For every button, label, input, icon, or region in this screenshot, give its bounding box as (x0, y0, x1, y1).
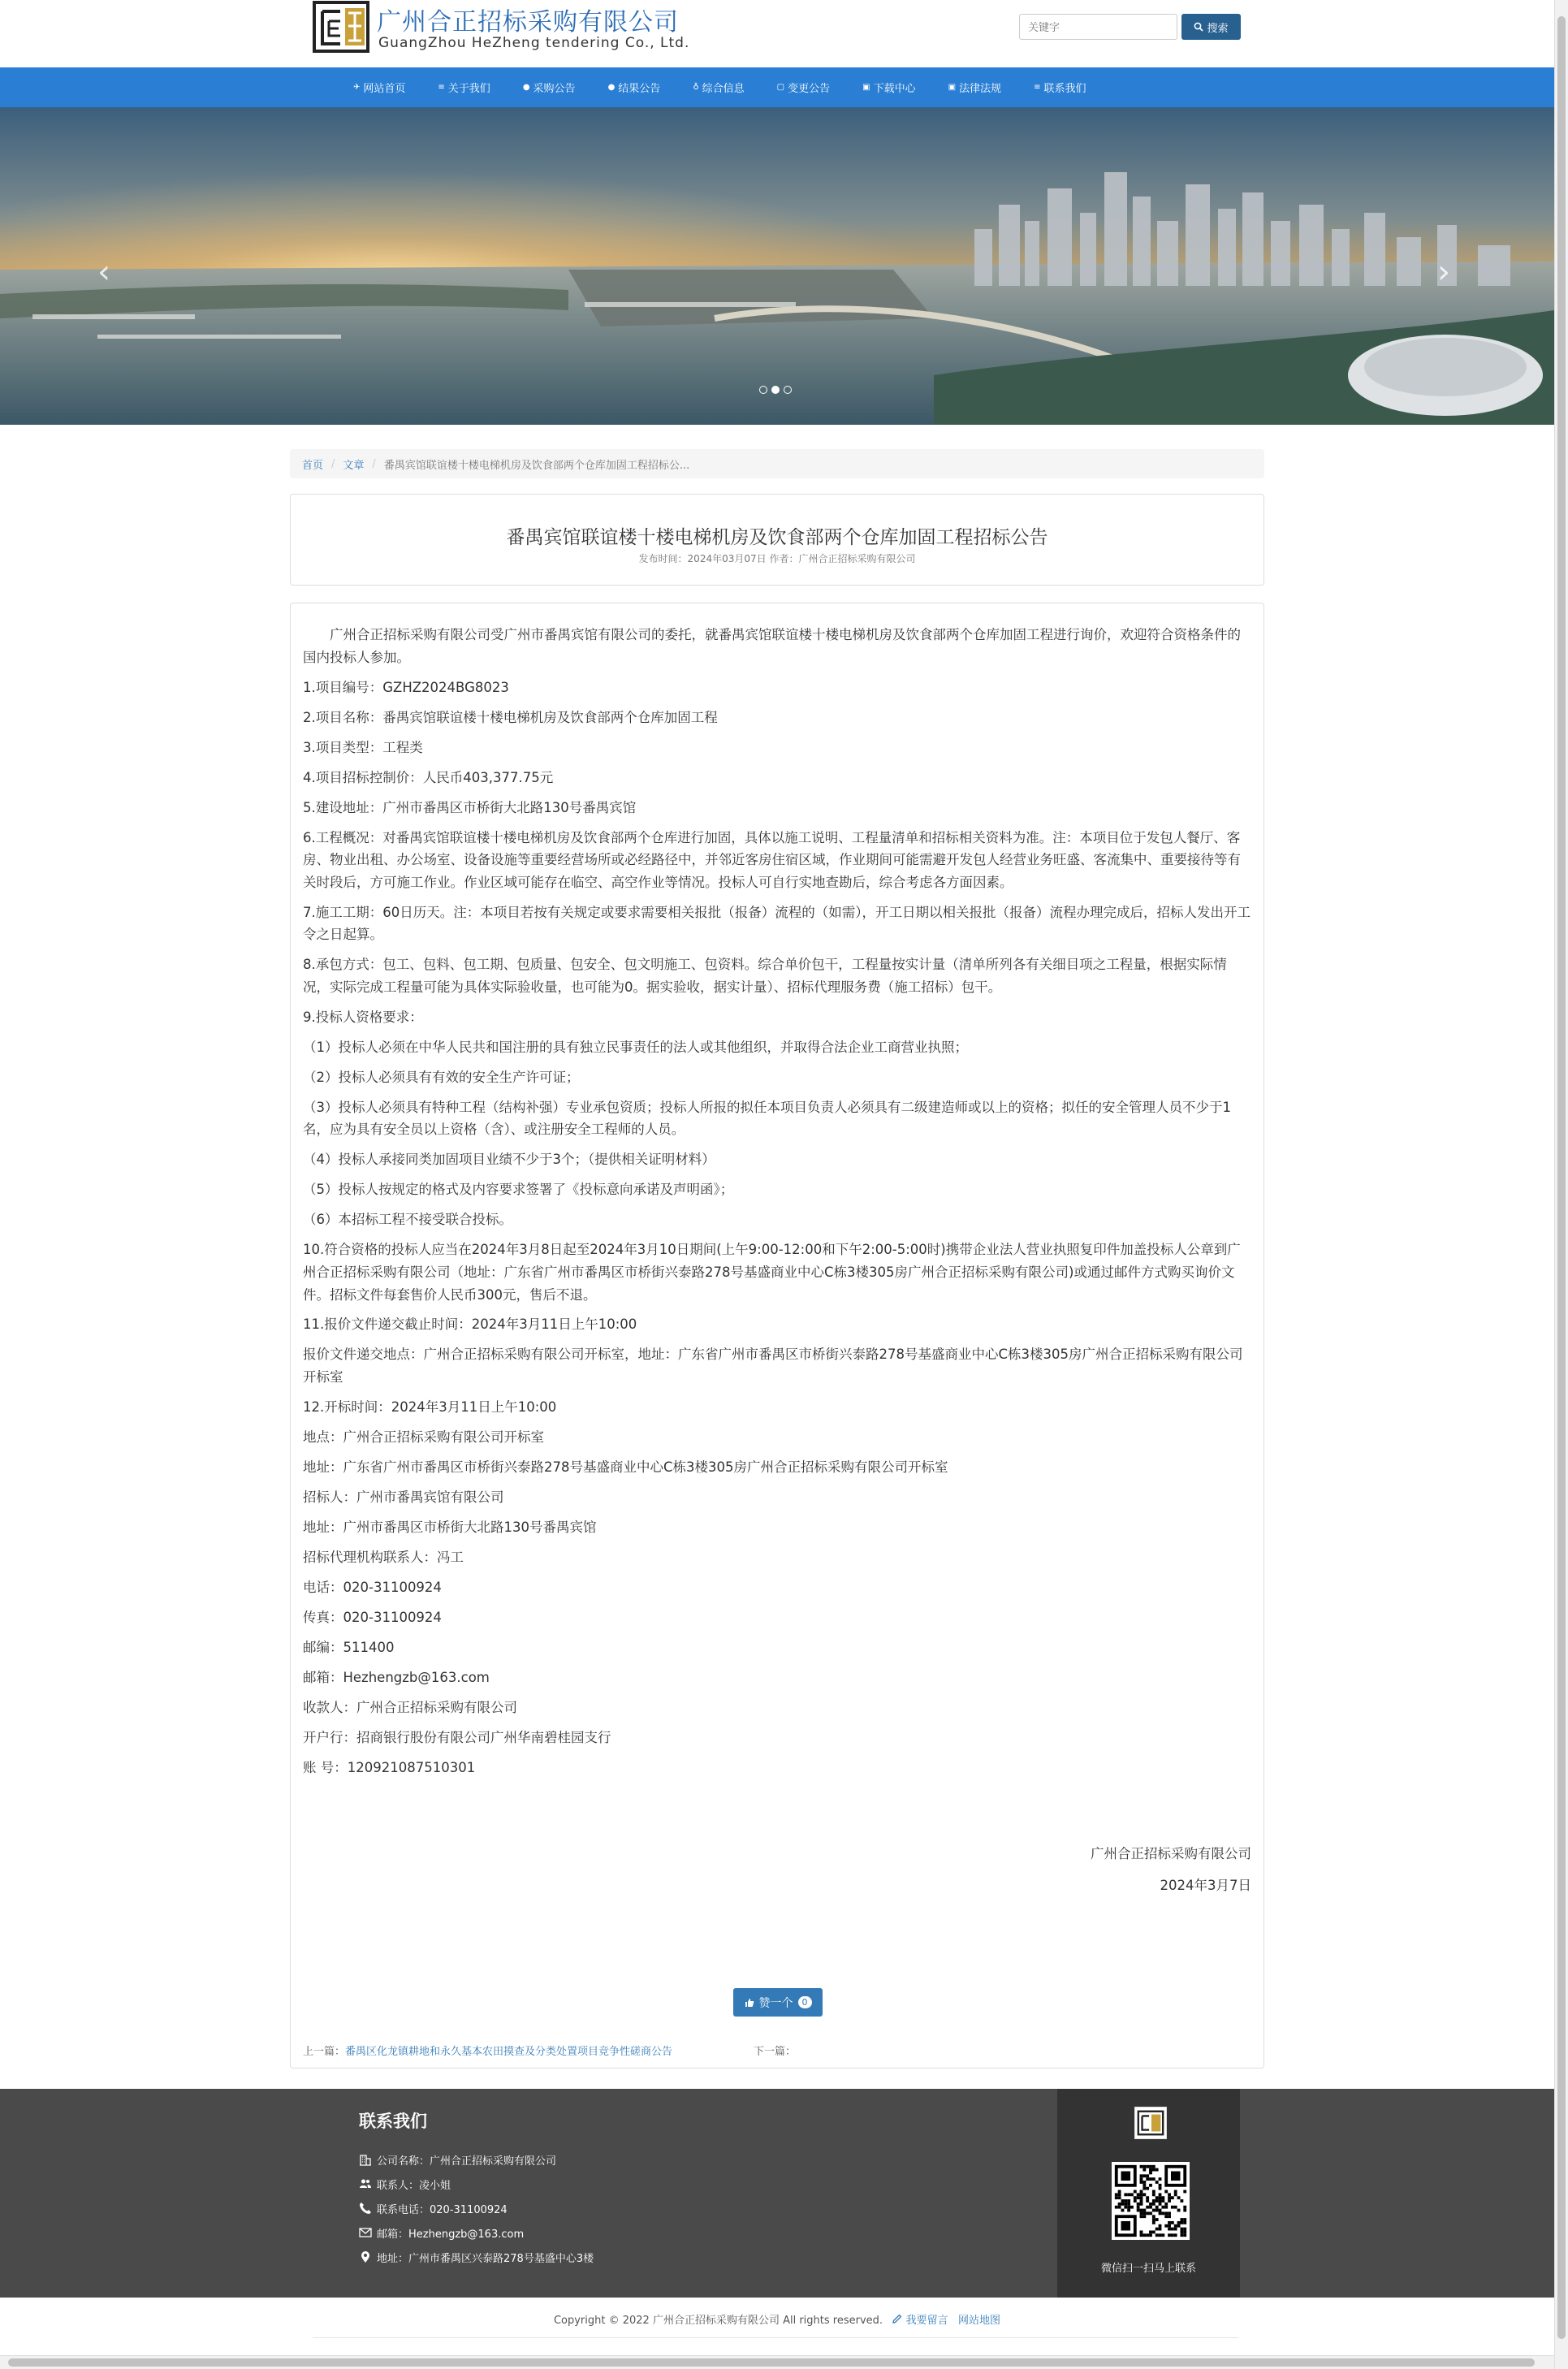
users-icon (359, 2177, 372, 2190)
article-paragraph: 4.项目招标控制价：人民币403,377.75元 (303, 769, 554, 785)
calendar-icon: ▢ (776, 83, 785, 92)
send-icon: ✈ (353, 83, 361, 92)
article-paragraph: 招标人：广州市番禺宾馆有限公司 (303, 1489, 504, 1505)
article-content (290, 603, 1264, 2069)
list-icon: ≡ (1034, 83, 1041, 92)
footer-address-text: 地址：广州市番禺区兴泰路278号基盛中心3楼 (377, 2252, 594, 2265)
nav-item-label: 联系我们 (1043, 83, 1086, 95)
footer-email (359, 2220, 594, 2245)
footer-address (359, 2245, 594, 2269)
article-paragraph: 10.符合资格的投标人应当在2024年3月8日起至2024年3月10日期间(上午9:00-12:00和下午2:00-5:00时)携带企业法人营业执照复印件加盖投标人公章到广州合正招标采购有限公司（地址：广东省广州市番禺区市桥街兴泰路278号基盛商业中心C栋3楼305房广州合正招标采购有限公司)或通过邮件方式购买询价文件。招标文件每套售价人民币300元，售后不退。 (303, 1242, 1241, 1303)
nav-item[interactable] (1017, 67, 1102, 107)
nav-item[interactable] (932, 67, 1017, 107)
footer-company-text: 公司名称：广州合正招标采购有限公司 (377, 2155, 557, 2168)
scrollbar-thumb[interactable] (1557, 16, 1566, 2339)
signature-date: 2024年3月7日 (1160, 1878, 1251, 1893)
article-paragraph: 地址：广东省广州市番禺区市桥街兴泰路278号基盛商业中心C栋3楼305房广州合正招标采购有限公司开标室 (303, 1459, 948, 1476)
divider (313, 2337, 1238, 2338)
sitemap-link[interactable]: 网站地图 (958, 2315, 1001, 2327)
article-paragraph: （2）投标人必须具有有效的安全生产许可证； (303, 1069, 580, 1085)
carousel-indicators (759, 386, 792, 394)
carousel-dot[interactable] (784, 386, 792, 394)
building-icon (359, 2153, 372, 2166)
article-paragraph: 报价文件递交地点：广州合正招标采购有限公司开标室，地址：广东省广州市番禺区市桥街兴泰路278号基盛商业中心C栋3楼305房广州合正招标采购有限公司开标室 (303, 1347, 1243, 1386)
article-paragraph: 7.施工工期：60日历天。注：本项目若按有关规定或要求需要相关报批（报备）流程的（如需），开工日期以相关报批（报备）流程办理完成后，招标人发出开工令之日起算。 (303, 904, 1251, 943)
nav-item-label: 结果公告 (618, 83, 661, 95)
search-button-label: 搜索 (1207, 22, 1229, 35)
nav-item[interactable] (676, 67, 760, 107)
article-paragraph: （6）本招标工程不接受联合投标。 (303, 1212, 512, 1228)
scrollbar-thumb[interactable] (8, 2358, 1535, 2367)
footer-email-text: 邮箱：Hezhengzb@163.com (377, 2228, 525, 2241)
vertical-scrollbar[interactable] (1554, 0, 1568, 2369)
info-icon: ● (607, 83, 616, 92)
article-signature (1091, 1838, 1251, 1901)
like-label: 赞一个 (758, 1996, 793, 2010)
company-name-cn: 广州合正招标采购有限公司 (377, 8, 679, 37)
footer-logo (1134, 2107, 1167, 2139)
article-paragraph: 1.项目编号：GZHZ2024BG8023 (303, 679, 509, 695)
article-paragraph: 开户行：招商银行股份有限公司广州华南碧桂园支行 (303, 1729, 611, 1745)
article-paragraph: 传真：020-31100924 (303, 1609, 442, 1625)
article-paragraph: 电话：020-31100924 (303, 1579, 442, 1595)
nav-item-label: 综合信息 (702, 83, 745, 95)
article-paragraph: （3）投标人必须具有特种工程（结构补强）专业承包资质；投标人所报的拟任本项目负责人必须具有二级建造师或以上的资格；拟任的安全管理人员不少于1名，应为具有安全员以上资格（含）、或注册安全工程师的人员。 (303, 1099, 1231, 1138)
nav-item[interactable] (507, 67, 592, 107)
breadcrumb-separator: / (331, 457, 335, 470)
wechat-qr-code (1112, 2162, 1190, 2240)
article-pagination (303, 2043, 797, 2058)
hero-carousel[interactable] (0, 107, 1554, 425)
article-paragraph: 地点：广州合正招标采购有限公司开标室 (303, 1429, 544, 1446)
list-icon: ≡ (438, 83, 445, 92)
thumbs-up-icon (745, 1998, 754, 2008)
breadcrumb (290, 449, 1264, 478)
article-paragraph: （4）投标人承接同类加固项目业绩不少于3个；（提供相关证明材料） (303, 1152, 715, 1168)
like-button[interactable] (733, 1988, 823, 2017)
nav-item-label: 网站首页 (363, 83, 406, 95)
download-icon: ▣ (862, 83, 870, 92)
site-header (0, 0, 1554, 67)
article-paragraph: 招标代理机构联系人：冯工 (303, 1549, 464, 1565)
nav-item-label: 下载中心 (873, 83, 916, 95)
company-logo[interactable] (313, 0, 371, 54)
carousel-next-button[interactable]: › (1437, 253, 1450, 291)
map-marker-icon (359, 2250, 372, 2263)
breadcrumb-section-link[interactable]: 文章 (343, 459, 365, 472)
nav-item-label: 关于我们 (447, 83, 490, 95)
company-name-en: GuangZhou HeZheng tendering Co., Ltd. (378, 35, 690, 51)
article-paragraph: 6.工程概况：对番禺宾馆联谊楼十楼电梯机房及饮食部两个仓库进行加固，具体以施工说明、工程量清单和招标相关资料为准。注：本项目位于发包人餐厅、客房、物业出租、办公场室、设备设施等重要经营场所或必经路径中，并邻近客房住宿区域，作业期间可能需避开发包人经营业务旺盛、客流集中、重要接待等有关时段后，方可施工作业。作业区域可能存在临空、高空作业等情况。投标人可自行实地查勘后，综合考虑各方面因素。 (303, 829, 1241, 890)
article-body (303, 624, 1253, 1787)
phone-icon (359, 2202, 372, 2215)
hero-image (0, 107, 1554, 425)
footer-phone-text: 联系电话：020-31100924 (377, 2203, 508, 2216)
footer-contact-text: 联系人：凌小姐 (377, 2179, 451, 2192)
footer-phone (359, 2196, 594, 2220)
article-meta: 发布时间：2024年03月07日 作者：广州合正招标采购有限公司 (638, 553, 916, 564)
site-footer (0, 2089, 1554, 2298)
breadcrumb-home-link[interactable]: 首页 (302, 459, 324, 472)
article-paragraph: 5.建设地址：广州市番禺区市桥街大北路130号番禺宾馆 (303, 799, 637, 815)
article-paragraph: 邮箱：Hezhengzb@163.com (303, 1669, 490, 1685)
carousel-dot[interactable] (759, 386, 767, 394)
article-header (290, 494, 1264, 586)
bulb-icon: ♁ (693, 83, 699, 92)
article-paragraph: 广州合正招标采购有限公司受广州市番禺宾馆有限公司的委托，就番禺宾馆联谊楼十楼电梯机房及饮食部两个仓库加固工程进行询价，欢迎符合资格条件的国内投标人参加。 (303, 627, 1241, 665)
article-paragraph: 3.项目类型：工程类 (303, 739, 423, 755)
breadcrumb-separator: / (372, 457, 376, 470)
carousel-prev-button[interactable]: ‹ (97, 253, 110, 291)
nav-item-label: 法律法规 (959, 83, 1002, 95)
article-paragraph: 12.开标时间：2024年3月11日上午10:00 (303, 1399, 557, 1416)
search-input[interactable] (1019, 14, 1177, 40)
article-title: 番禺宾馆联谊楼十楼电梯机房及饮食部两个仓库加固工程招标公告 (506, 527, 1048, 548)
footer-title: 联系我们 (359, 2112, 427, 2131)
article-paragraph: 邮编：511400 (303, 1639, 395, 1655)
nav-item-label: 采购公告 (533, 83, 576, 95)
prev-label: 上一篇： (303, 2046, 346, 2058)
horizontal-scrollbar[interactable] (0, 2355, 1554, 2369)
article-paragraph: （1）投标人必须在中华人民共和国注册的具有独立民事责任的法人或其他组织，并取得合法企业工商营业执照； (303, 1039, 968, 1055)
book-icon: ▣ (948, 83, 957, 92)
next-label: 下一篇： (754, 2046, 797, 2058)
article-paragraph: 账 号：120921087510301 (303, 1759, 476, 1775)
article-paragraph: 11.报价文件递交截止时间：2024年3月11日上午10:00 (303, 1316, 637, 1333)
nav-item[interactable] (337, 67, 421, 107)
envelope-icon (359, 2226, 372, 2239)
main-nav (0, 67, 1554, 107)
prev-article-link[interactable]: 番禺区化龙镇耕地和永久基本农田摸查及分类处置项目竞争性磋商公告 (345, 2046, 673, 2058)
edit-icon (892, 2314, 902, 2324)
article-paragraph: 9.投标人资格要求： (303, 1009, 423, 1025)
qr-caption: 微信扫一扫马上联系 (1100, 2263, 1196, 2275)
footer-company (359, 2147, 594, 2172)
article-paragraph: （5）投标人按规定的格式及内容要求签署了《投标意向承诺及声明函》； (303, 1182, 734, 1198)
copyright-text: Copyright © 2022 广州合正招标采购有限公司 All rights reserved. (553, 2315, 883, 2327)
nav-items (337, 67, 1102, 107)
nav-item[interactable] (592, 67, 677, 107)
article-paragraph: 收款人：广州合正招标采购有限公司 (303, 1699, 517, 1715)
cart-icon: ● (522, 83, 530, 92)
nav-item[interactable] (846, 67, 931, 107)
qr-panel (1057, 2089, 1240, 2298)
nav-item[interactable] (421, 67, 506, 107)
breadcrumb-current: 番禺宾馆联谊楼十楼电梯机房及饮食部两个仓库加固工程招标公... (383, 459, 690, 472)
article-paragraph: 地址：广州市番禺区市桥街大北路130号番禺宾馆 (303, 1519, 597, 1535)
search-icon (1194, 22, 1203, 32)
message-link[interactable]: 我要留言 (905, 2315, 948, 2327)
like-count: 0 (798, 1996, 812, 2008)
signature-company: 广州合正招标采购有限公司 (1091, 1846, 1251, 1861)
nav-item-label: 变更公告 (788, 83, 831, 95)
footer-contact-list (359, 2147, 594, 2269)
article-paragraph: 2.项目名称：番禺宾馆联谊楼十楼电梯机房及饮食部两个仓库加固工程 (303, 709, 718, 725)
copyright-bar (0, 2311, 1554, 2327)
footer-contact (359, 2172, 594, 2196)
search-button[interactable] (1181, 14, 1241, 40)
nav-item[interactable] (761, 67, 846, 107)
carousel-dot[interactable] (771, 386, 780, 394)
article-paragraph: 8.承包方式：包工、包料、包工期、包质量、包安全、包文明施工、包资料。综合单价包干，工程量按实计量（清单所列各有关细目项之工程量，根据实际情况，实际完成工程量可能为具体实际验收量，也可能为0。据实验收，据实计量）、招标代理服务费（施工招标）包干。 (303, 957, 1227, 995)
